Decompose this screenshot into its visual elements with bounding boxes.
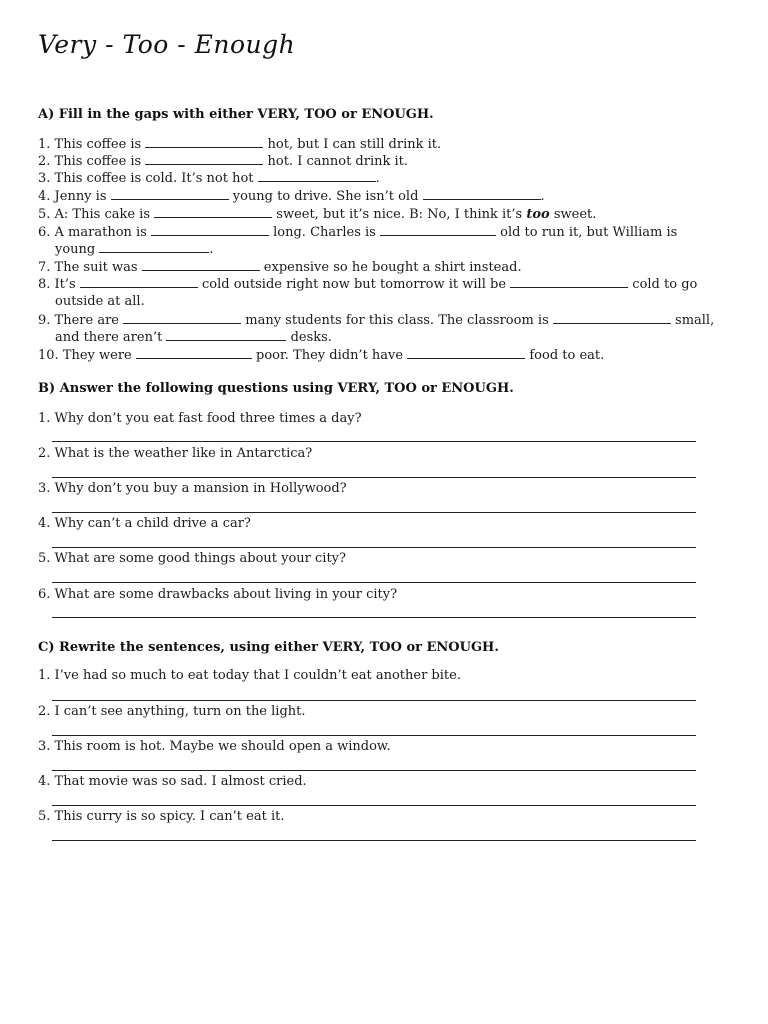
item-a9: 9. There are many students for this class. The classroom is small,: [38, 313, 715, 328]
item-a5: 5. A: This cake is sweet, but it’s nice. B: No, I think it’s too sweet.: [38, 207, 597, 222]
gap-blank[interactable]: [154, 205, 272, 218]
section-a-heading: A) Fill in the gaps with either VERY, TOO or ENOUGH.: [38, 107, 434, 122]
item-a10: 10. They were poor. They didn’t have food to eat.: [38, 348, 605, 363]
gap-blank[interactable]: [136, 346, 252, 359]
gap-blank[interactable]: [145, 152, 263, 165]
gap-blank[interactable]: [258, 169, 376, 182]
question-b5: 5. What are some good things about your city?: [38, 551, 346, 566]
worksheet-title: Very - Too - Enough: [38, 30, 296, 59]
item-a9-cont: and there aren’t desks.: [55, 330, 332, 345]
item-a3: 3. This coffee is cold. It’s not hot .: [38, 171, 380, 186]
item-a6: 6. A marathon is long. Charles is old to run it, but William is: [38, 225, 678, 240]
item-a1: 1. This coffee is hot, but I can still drink it.: [38, 137, 442, 152]
gap-blank[interactable]: [145, 135, 263, 148]
answer-line[interactable]: [52, 840, 696, 841]
answer-line[interactable]: [52, 617, 696, 618]
answer-line[interactable]: [52, 441, 696, 442]
sentence-c1: 1. I’ve had so much to eat today that I couldn’t eat another bite.: [38, 668, 461, 683]
question-b4: 4. Why can’t a child drive a car?: [38, 516, 251, 531]
question-b3: 3. Why don’t you buy a mansion in Hollywood?: [38, 481, 347, 496]
sentence-c4: 4. That movie was so sad. I almost cried.: [38, 774, 307, 789]
gap-blank[interactable]: [423, 187, 541, 200]
emphasis-word: too: [526, 207, 550, 222]
item-a6-cont: young .: [55, 242, 214, 257]
gap-blank[interactable]: [553, 311, 671, 324]
question-b6: 6. What are some drawbacks about living in your city?: [38, 587, 398, 602]
answer-line[interactable]: [52, 582, 696, 583]
item-a8: 8. It’s cold outside right now but tomorrow it will be cold to go: [38, 277, 698, 292]
item-a8-cont: outside at all.: [55, 294, 145, 309]
gap-blank[interactable]: [80, 275, 198, 288]
question-b1: 1. Why don’t you eat fast food three times a day?: [38, 411, 362, 426]
answer-line[interactable]: [52, 700, 696, 701]
gap-blank[interactable]: [142, 258, 260, 271]
answer-line[interactable]: [52, 735, 696, 736]
sentence-c3: 3. This room is hot. Maybe we should open a window.: [38, 739, 391, 754]
answer-line[interactable]: [52, 770, 696, 771]
gap-blank[interactable]: [510, 275, 628, 288]
gap-blank[interactable]: [166, 328, 286, 341]
question-b2: 2. What is the weather like in Antarctica?: [38, 446, 313, 461]
gap-blank[interactable]: [111, 187, 229, 200]
answer-line[interactable]: [52, 805, 696, 806]
item-a7: 7. The suit was expensive so he bought a shirt instead.: [38, 260, 522, 275]
sentence-c2: 2. I can’t see anything, turn on the light.: [38, 704, 306, 719]
sentence-c5: 5. This curry is so spicy. I can’t eat it.: [38, 809, 285, 824]
gap-blank[interactable]: [407, 346, 525, 359]
item-a4: 4. Jenny is young to drive. She isn’t old .: [38, 189, 545, 204]
answer-line[interactable]: [52, 512, 696, 513]
section-c-heading: C) Rewrite the sentences, using either VERY, TOO or ENOUGH.: [38, 640, 499, 655]
gap-blank[interactable]: [123, 311, 241, 324]
answer-line[interactable]: [52, 477, 696, 478]
section-b-heading: B) Answer the following questions using VERY, TOO or ENOUGH.: [38, 381, 514, 396]
answer-line[interactable]: [52, 547, 696, 548]
gap-blank[interactable]: [380, 223, 496, 236]
item-a2: 2. This coffee is hot. I cannot drink it.: [38, 154, 409, 169]
gap-blank[interactable]: [151, 223, 269, 236]
gap-blank[interactable]: [99, 240, 209, 253]
